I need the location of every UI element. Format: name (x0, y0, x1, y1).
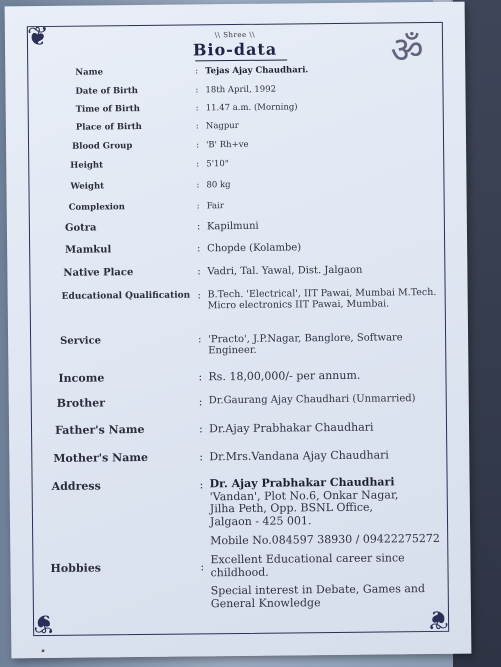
field-value: Dr.Ajay Prabhakar Chaudhari (208, 420, 374, 436)
hobbies-block (210, 552, 449, 611)
field-value: Vadri, Tal. Yawal, Dist. Jalgaon (207, 264, 363, 278)
field-colon: : (196, 180, 200, 191)
field-label: Blood Group (72, 141, 133, 152)
field-colon: : (195, 103, 199, 114)
footer-mark: ▪ (41, 648, 45, 655)
field-label: Income (58, 371, 105, 385)
corner-ornament-icon: ❦ (32, 607, 56, 639)
field-label: Weight (70, 181, 105, 192)
field-colon: : (197, 290, 202, 302)
field-label: Mamkul (65, 244, 112, 256)
field-colon: : (195, 66, 199, 77)
field-colon: : (195, 85, 199, 96)
field-label: Educational Qualification (61, 290, 191, 302)
field-label: Time of Birth (75, 104, 140, 115)
field-value: Fair (206, 201, 224, 212)
field-colon: : (199, 450, 204, 464)
field-label: Place of Birth (75, 121, 142, 133)
field-label: Address (51, 479, 101, 493)
field-label: Complexion (68, 202, 125, 213)
field-value: 80 kg (206, 180, 231, 191)
corner-ornament-icon: ❦ (426, 603, 450, 635)
address-line: 'Vandan', Plot No.6, Onkar Nagar, (209, 487, 399, 503)
field-colon: : (196, 159, 200, 170)
field-colon: : (198, 395, 203, 409)
field-value: B.Tech. 'Electrical', IIT Pawai, Mumbai M.Tech. Micro electronics IIT Pawai, Mumbai. (207, 286, 437, 311)
field-label: Gotra (64, 222, 97, 234)
field-colon: : (199, 478, 204, 492)
page-title: Bio-data (192, 39, 278, 60)
field-label: Height (70, 160, 104, 171)
field-label: Brother (56, 396, 106, 410)
field-value: Rs. 18,00,000/- per annum. (208, 368, 361, 384)
field-colon: : (198, 334, 202, 346)
field-label: Father's Name (54, 422, 145, 437)
field-value: 18th April, 1992 (205, 84, 277, 96)
field-colon: : (195, 121, 199, 132)
field-colon: : (198, 370, 203, 384)
field-value: Tejas Ajay Chaudhari. (205, 65, 309, 77)
field-colon: : (197, 266, 201, 278)
field-label: Name (75, 67, 104, 78)
field-value: Dr.Mrs.Vandana Ajay Chaudhari (209, 448, 389, 464)
field-colon: : (196, 140, 199, 151)
mobile-number: Mobile No.084597 38930 / 09422275272 (210, 531, 440, 547)
address-line: Jilha Peth, Opp. BSNL Office, (209, 500, 374, 516)
field-label: Service (60, 335, 102, 347)
ganesha-icon: ॐ (390, 30, 424, 72)
corner-ornament-icon: ❦ (26, 21, 49, 53)
field-value: Nagpur (205, 120, 239, 132)
field-label: Mother's Name (53, 450, 149, 465)
field-value: 5'10" (206, 159, 229, 170)
address-line: Jalgaon - 425 001. (209, 514, 312, 529)
field-value: 'Practo', J.P.Nagar, Banglore, Software Engineer. (208, 332, 403, 357)
hobby-line: Excellent Educational career since childhood. (210, 551, 405, 579)
field-colon: : (197, 243, 201, 255)
field-label: Native Place (63, 267, 134, 279)
address-block (210, 476, 451, 548)
field-value: 'B' Rh+ve (206, 139, 249, 151)
field-value: Chopde (Kolambe) (207, 242, 302, 255)
field-label: Date of Birth (75, 86, 139, 97)
field-colon: : (196, 201, 200, 212)
address-name: Dr. Ajay Prabhakar Chaudhari (209, 475, 395, 491)
field-colon: : (198, 422, 203, 436)
field-colon: : (200, 560, 205, 574)
shree-heading: \\ Shree \\ (214, 30, 256, 40)
hobby-line: Special interest in Debate, Games and General Knowledge (210, 582, 426, 611)
biodata-sheet (5, 2, 472, 659)
field-value: Kapilmuni (206, 220, 259, 233)
field-colon: : (196, 221, 201, 233)
field-value: Dr.Gaurang Ajay Chaudhari (Unmarried) (208, 393, 416, 407)
field-value: 11.47 a.m. (Morning) (205, 102, 298, 114)
field-label: Hobbies (50, 561, 102, 575)
